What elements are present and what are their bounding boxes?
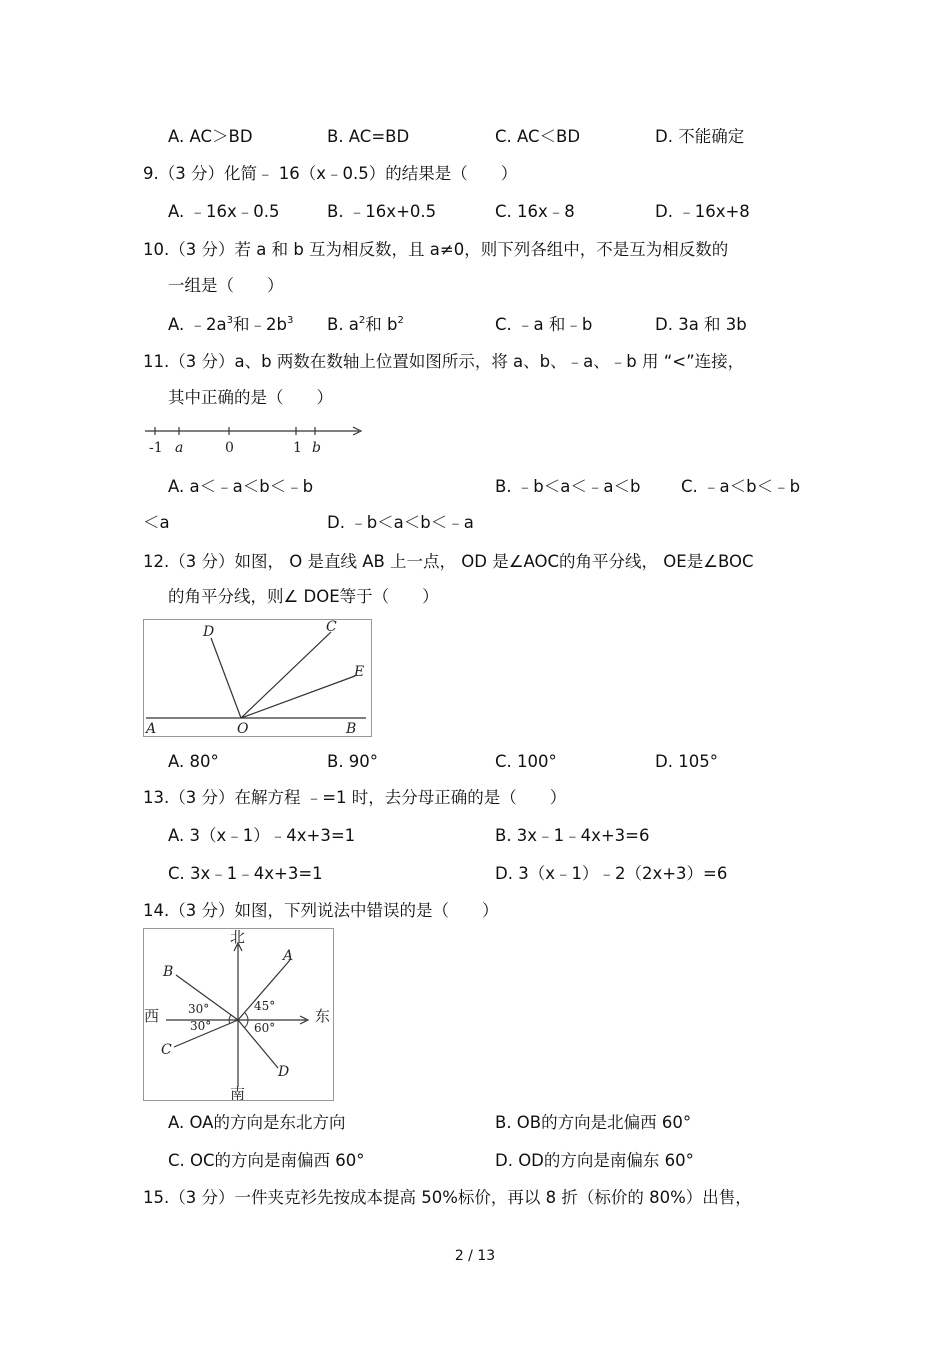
label-point-a: A <box>283 948 294 964</box>
tick-label-b: b <box>312 440 321 456</box>
q9-stem: 9.（3 分）化简﹣ 16（x﹣0.5）的结果是（ ） <box>143 164 518 183</box>
q10-option-c: C. ﹣a 和﹣b <box>495 315 593 334</box>
angle-bisector-figure <box>143 619 372 737</box>
label-b: B <box>346 721 357 736</box>
q11-option-c: C. ﹣a＜b＜﹣b <box>681 477 801 496</box>
q12-option-a: A. 80° <box>168 752 219 771</box>
q10-option-b: B. $a^2$和 $b^2$ <box>327 315 404 334</box>
q11-option-d: D. ﹣b＜a＜b＜﹣a <box>327 513 474 532</box>
angle-arc-45 <box>245 1013 248 1020</box>
angle-arc-30-upper <box>229 1015 231 1020</box>
q12-option-d: D. 105° <box>655 752 718 771</box>
q14-option-b: B. OB的方向是北偏西 60° <box>495 1113 692 1132</box>
tick-label-a: a <box>175 440 184 456</box>
q10-stem-line2: 一组是（ ） <box>168 276 284 295</box>
angle-label-30-upper: 30° <box>188 1002 210 1016</box>
q13-stem: 13.（3 分）在解方程 ﹣=1 时，去分母正确的是（ ） <box>143 788 567 807</box>
q12-option-c: C. 100° <box>495 752 557 771</box>
compass-direction-figure <box>143 928 334 1101</box>
q14-option-c: C. OC的方向是南偏西 60° <box>168 1151 365 1170</box>
label-south: 南 <box>230 1085 246 1100</box>
label-a: A <box>146 721 157 736</box>
q8-option-c: C. AC＜BD <box>495 127 581 146</box>
q14-option-a: A. OA的方向是东北方向 <box>168 1113 346 1132</box>
tick-label-0: 0 <box>225 440 234 456</box>
q9-option-d: D. ﹣16x+8 <box>655 202 750 221</box>
ray-od <box>211 638 241 718</box>
angle-label-45: 45° <box>254 999 276 1013</box>
angle-label-30-lower: 30° <box>190 1019 212 1033</box>
tick-label-neg1: -1 <box>149 440 163 456</box>
label-e: E <box>354 664 365 680</box>
angle-arc-60 <box>244 1020 248 1028</box>
q10-stem-line1: 10.（3 分）若 a 和 b 互为相反数，且 a≠0，则下列各组中，不是互为相反数的 <box>143 240 729 259</box>
label-point-d: D <box>278 1064 290 1080</box>
label-west: 西 <box>144 1007 160 1025</box>
q11-option-a: A. a＜﹣a＜b＜﹣b <box>168 477 314 496</box>
q11-option-c-cont: ＜a <box>143 513 170 532</box>
q15-stem: 15.（3 分）一件夹克衫先按成本提高 50%标价，再以 8 折（标价的 80%）出售， <box>143 1188 752 1207</box>
q11-option-b: B. ﹣b＜a＜﹣a＜b <box>495 477 641 496</box>
q14-stem: 14.（3 分）如图，下列说法中错误的是（ ） <box>143 901 499 920</box>
q13-option-a: A. 3（x﹣1）﹣4x+3=1 <box>168 826 356 845</box>
q11-stem-line2: 其中正确的是（ ） <box>168 388 333 407</box>
ray-oc <box>241 632 331 718</box>
q12-stem-line2: 的角平分线，则∠ DOE等于（ ） <box>168 587 439 606</box>
label-c: C <box>326 620 337 635</box>
q8-option-a: A. AC＞BD <box>168 127 253 146</box>
q9-option-b: B. ﹣16x+0.5 <box>327 202 437 221</box>
number-line-figure <box>143 424 367 456</box>
label-d: D <box>203 624 215 640</box>
q8-option-d: D. 不能确定 <box>655 127 745 146</box>
q10-option-d: D. 3a 和 3b <box>655 315 747 334</box>
ray-oe <box>241 676 355 718</box>
page-number: 2 / 13 <box>454 1248 496 1264</box>
label-point-b: B <box>163 964 174 980</box>
q14-option-d: D. OD的方向是南偏东 60° <box>495 1151 694 1170</box>
q13-option-b: B. 3x﹣1﹣4x+3=6 <box>495 826 650 845</box>
q9-option-c: C. 16x﹣8 <box>495 202 575 221</box>
label-north: 北 <box>230 929 246 946</box>
tick-label-1: 1 <box>293 440 302 456</box>
q13-option-d: D. 3（x﹣1）﹣2（2x+3）=6 <box>495 864 728 883</box>
angle-label-60: 60° <box>254 1021 276 1035</box>
q12-stem-line1: 12.（3 分）如图， O 是直线 AB 上一点， OD 是∠AOC的角平分线， OE是∠BOC <box>143 552 754 571</box>
q12-option-b: B. 90° <box>327 752 379 771</box>
label-point-c: C <box>161 1042 172 1058</box>
q9-option-a: A. ﹣16x﹣0.5 <box>168 202 280 221</box>
label-o: O <box>237 721 249 736</box>
label-east: 东 <box>315 1007 331 1025</box>
q11-stem-line1: 11.（3 分）a、b 两数在数轴上位置如图所示，将 a、b、﹣a、﹣b 用 “<”连接， <box>143 352 745 371</box>
q13-option-c: C. 3x﹣1﹣4x+3=1 <box>168 864 323 883</box>
q8-option-b: B. AC=BD <box>327 127 410 146</box>
q10-option-a: A. $﹣2a^3$和$﹣2b^3$ <box>168 315 294 334</box>
